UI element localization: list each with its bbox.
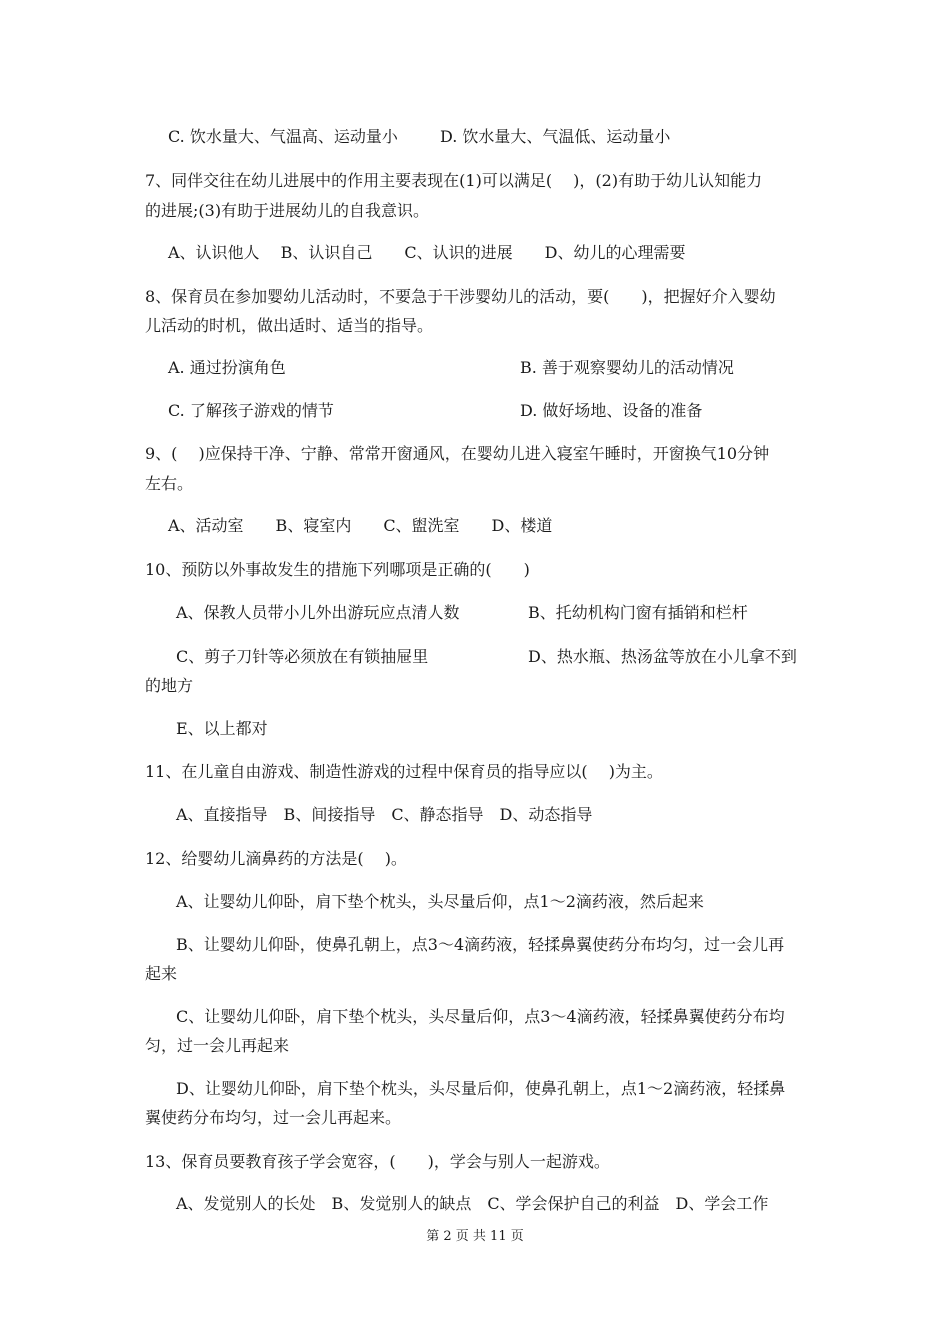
page-footer: 第 2 页 共 11 页 [426, 1229, 524, 1244]
option-6d: D. 饮水量大、气温低、运动量小 [440, 127, 671, 146]
option-10b: B、托幼机构门窗有插销和栏杆 [528, 603, 748, 622]
question-9-line-2: 左右。 [145, 474, 194, 493]
option-8d: D. 做好场地、设备的准备 [520, 401, 703, 420]
options-7: A、认识他人 B、认识自己 C、认识的进展 D、幼儿的心理需要 [168, 243, 686, 262]
option-12a: A、让婴幼儿仰卧，肩下垫个枕头，头尽量后仰，点1～2滴药液，然后起来 [176, 892, 704, 911]
question-7-line-2: 的进展;(3)有助于进展幼儿的自我意识。 [145, 201, 430, 220]
option-10d-wrap: 的地方 [145, 676, 194, 695]
question-8-line-2: 儿活动的时机，做出适时、适当的指导。 [145, 316, 434, 335]
option-10c: C、剪子刀针等必须放在有锁抽屉里 [176, 647, 429, 666]
question-10: 10、预防以外事故发生的措施下列哪项是正确的( ) [145, 560, 530, 579]
question-13: 13、保育员要教育孩子学会宽容，( )，学会与别人一起游戏。 [145, 1152, 610, 1171]
option-8b: B. 善于观察婴幼儿的活动情况 [520, 358, 734, 377]
option-12c-line-1: C、让婴幼儿仰卧，肩下垫个枕头，头尽量后仰，点3～4滴药液，轻揉鼻翼使药分布均 [176, 1007, 785, 1026]
options-9: A、活动室 B、寝室内 C、盥洗室 D、楼道 [168, 516, 553, 535]
option-12d-line-2: 翼使药分布均匀，过一会儿再起来。 [145, 1108, 402, 1127]
question-8-line-1: 8、保育员在参加婴幼儿活动时，不要急于干涉婴幼儿的活动，要( )，把握好介入婴幼 [145, 287, 776, 306]
question-11: 11、在儿童自由游戏、制造性游戏的过程中保育员的指导应以( )为主。 [145, 762, 663, 781]
option-10e: E、以上都对 [176, 719, 268, 738]
question-9-line-1: 9、( )应保持干净、宁静、常常开窗通风，在婴幼儿进入寝室午睡时，开窗换气10分钟 [145, 444, 770, 463]
options-13: A、发觉别人的长处 B、发觉别人的缺点 C、学会保护自己的利益 D、学会工作 [176, 1194, 769, 1213]
option-12c-line-2: 匀，过一会儿再起来 [145, 1036, 290, 1055]
question-12: 12、给婴幼儿滴鼻药的方法是( )。 [145, 849, 407, 868]
option-8a: A. 通过扮演角色 [168, 358, 286, 377]
option-6c: C. 饮水量大、气温高、运动量小 [168, 127, 398, 146]
options-11: A、直接指导 B、间接指导 C、静态指导 D、动态指导 [176, 805, 593, 824]
option-10d: D、热水瓶、热汤盆等放在小儿拿不到 [528, 647, 797, 666]
option-12b-line-1: B、让婴幼儿仰卧，使鼻孔朝上，点3～4滴药液，轻揉鼻翼使药分布均匀，过一会儿再 [176, 935, 785, 954]
option-12d-line-1: D、让婴幼儿仰卧，肩下垫个枕头，头尽量后仰，使鼻孔朝上，点1～2滴药液，轻揉鼻 [176, 1079, 786, 1098]
option-10a: A、保教人员带小儿外出游玩应点清人数 [176, 603, 460, 622]
question-7-line-1: 7、同伴交往在幼儿进展中的作用主要表现在(1)可以满足( )，(2)有助于幼儿认知能力 [145, 171, 763, 190]
option-12b-line-2: 起来 [145, 964, 178, 983]
option-8c: C. 了解孩子游戏的情节 [168, 401, 334, 420]
